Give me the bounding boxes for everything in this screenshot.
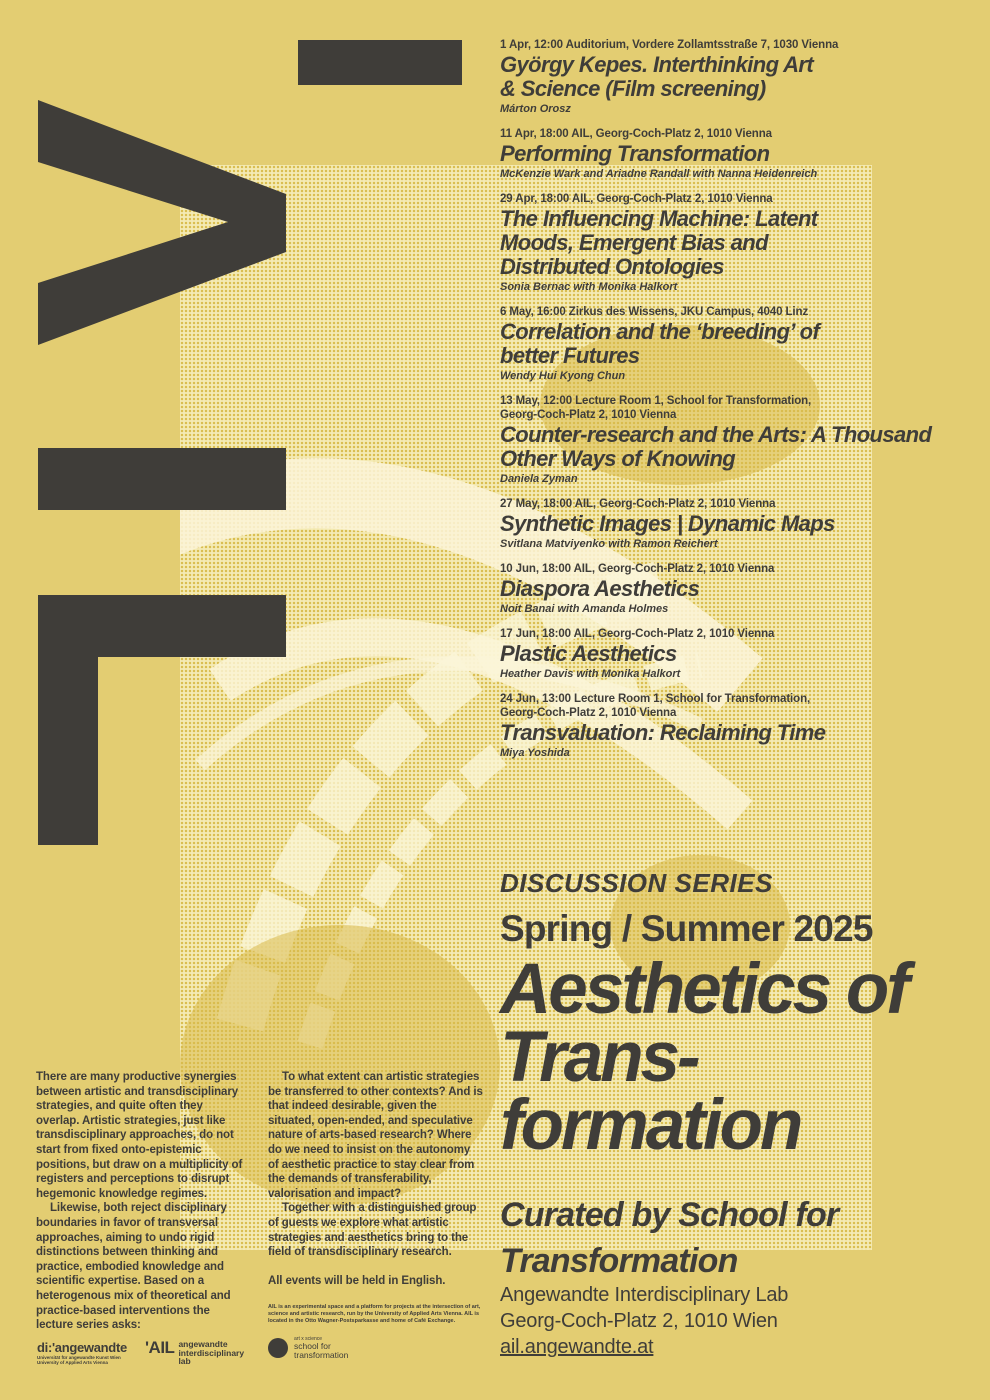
venue-name: Angewandte Interdisciplinary Lab [500, 1284, 789, 1306]
angewandte-subline: Universität für angewandte Kunst Wien [37, 1355, 121, 1360]
event-title: Plastic Aesthetics [500, 641, 677, 666]
event-speaker: Wendy Hui Kyong Chun [500, 370, 626, 382]
event-title: Counter-research and the Arts: A Thousand Other Ways of Knowing [500, 422, 932, 471]
event-item [500, 192, 970, 294]
event-meta: 17 Jun, 18:00 AIL, Georg-Coch-Platz 2, 1010 Vienna [500, 628, 775, 640]
ail-mark: 'AIL [145, 1338, 175, 1357]
event-item [500, 497, 970, 551]
event-speaker: Daniela Zyman [500, 473, 578, 485]
language-note: All events will be held in English. [268, 1274, 446, 1287]
sft-line: art x science [294, 1336, 323, 1342]
curator-line: Curated by School for Transformation [500, 1196, 839, 1280]
event-title: The Influencing Machine: Latent Moods, Emergent Bias and Distributed Ontologies [500, 206, 818, 279]
event-speaker: McKenzie Wark and Ariadne Randall with Nanna Heidenreich [500, 168, 818, 180]
event-title: Transvaluation: Reclaiming Time [500, 720, 826, 745]
venue-address: Georg-Coch-Platz 2, 1010 Wien [500, 1310, 778, 1332]
main-title: Aesthetics of Trans- formation [500, 950, 907, 1165]
event-meta: 10 Jun, 18:00 AIL, Georg-Coch-Platz 2, 1010 Vienna [500, 563, 775, 575]
event-list [500, 38, 970, 771]
season-heading: Spring / Summer 2025 [500, 908, 873, 949]
ail-wordmark [178, 1340, 244, 1366]
event-meta: 29 Apr, 18:00 AIL, Georg-Coch-Platz 2, 1010 Vienna [500, 193, 773, 205]
intro-column-1 [36, 1070, 246, 1333]
event-meta: 13 May, 12:00 Lecture Room 1, School for Transformation, Georg-Coch-Platz 2, 1010 Vienna [500, 395, 812, 421]
series-label: DISCUSSION SERIES [500, 868, 773, 898]
event-speaker: Heather Davis with Monika Halkort [500, 668, 681, 680]
event-speaker: Noit Banai with Amanda Holmes [500, 603, 669, 615]
event-title: Correlation and the ‘breeding’ of better Futures [500, 319, 820, 368]
event-speaker: Miya Yoshida [500, 747, 570, 759]
event-meta: 6 May, 16:00 Zirkus des Wissens, JKU Campus, 4040 Linz [500, 306, 809, 318]
event-meta: 11 Apr, 18:00 AIL, Georg-Coch-Platz 2, 1010 Vienna [500, 128, 772, 140]
intro-paragraph: Together with a distinguished group of guests we explore what artistic strategies and aesthetics bring to the field of transdisciplinary research. [268, 1202, 477, 1259]
event-title: György Kepes. Interthinking Art & Science (Film screening) [500, 52, 814, 101]
event-meta: 1 Apr, 12:00 Auditorium, Vordere Zollamtsstraße 7, 1030 Vienna [500, 39, 839, 51]
intro-paragraph: To what extent can artistic strategies be transferred to other contexts? And is that indeed desirable, given the situated, open-ended, and speculative nature of arts-based research? Where do we need to insist on the autonomy of aesthetic practice to stay clear from the demands of transferability, valorisation and impact? [268, 1071, 483, 1200]
website-link[interactable]: ail.angewandte.at [500, 1336, 654, 1358]
event-speaker: Svitlana Matviyenko with Ramon Reichert [500, 538, 718, 550]
event-item [500, 692, 970, 760]
intro-column-2 [268, 1070, 483, 1288]
event-item [500, 394, 970, 486]
event-speaker: Márton Orosz [500, 103, 571, 115]
intro-paragraph: There are many productive synergies between artistic and transdisciplinary strategies, and quite often they overlap. Artistic strategies, just like transdisciplinary approaches, do not start from fixed onto-epistemic positions, but draw on a multiplicity of registers and perceptions to disrupt hegemonic knowledge regimes. [36, 1071, 243, 1200]
event-meta: 27 May, 18:00 AIL, Georg-Coch-Platz 2, 1010 Vienna [500, 498, 776, 510]
event-title: Diaspora Aesthetics [500, 576, 700, 601]
event-title: Performing Transformation [500, 141, 770, 166]
event-meta: 24 Jun, 13:00 Lecture Room 1, School for Transformation, Georg-Coch-Platz 2, 1010 Vienna [500, 693, 811, 719]
event-item [500, 562, 970, 616]
angewandte-wordmark: di:'angewandte [37, 1340, 127, 1355]
angewandte-logo [37, 1340, 127, 1365]
event-item [500, 38, 970, 116]
angewandte-subline: University of Applied Arts Vienna [37, 1360, 108, 1365]
fineprint: AIL is an experimental space and a platform for projects at the intersection of art, science and artistic research, run by the University of Applied Arts Vienna. AIL is located in the Otto Wagner-Postsparkasse and home of Café Exchange. [268, 1304, 481, 1324]
event-item [500, 127, 970, 181]
event-title: Synthetic Images | Dynamic Maps [500, 511, 835, 536]
ail-line: interdisciplinary [178, 1347, 245, 1358]
circle-icon [268, 1338, 288, 1358]
event-item [500, 305, 970, 383]
sft-line: transformation [294, 1350, 349, 1360]
ail-small-logo [145, 1338, 244, 1366]
sft-wordmark [294, 1336, 348, 1360]
ail-line: angewandte [178, 1339, 228, 1349]
intro-paragraph: Likewise, both reject disciplinary boundaries in favor of transversal approaches, aiming to undo rigid distinctions between thinking and practice, embodied knowledge and scientific expertise. Based on a heterogenous mix of theoretical and practice-based interventions the lecture series asks: [36, 1202, 231, 1332]
sft-line: school for [294, 1341, 331, 1351]
venue-block [500, 1282, 788, 1334]
ail-line: lab [178, 1356, 191, 1366]
event-speaker: Sonia Bernac with Monika Halkort [500, 281, 678, 293]
school-for-transformation-logo [268, 1336, 348, 1360]
event-item [500, 627, 970, 681]
ail-large-logo [0, 0, 480, 860]
